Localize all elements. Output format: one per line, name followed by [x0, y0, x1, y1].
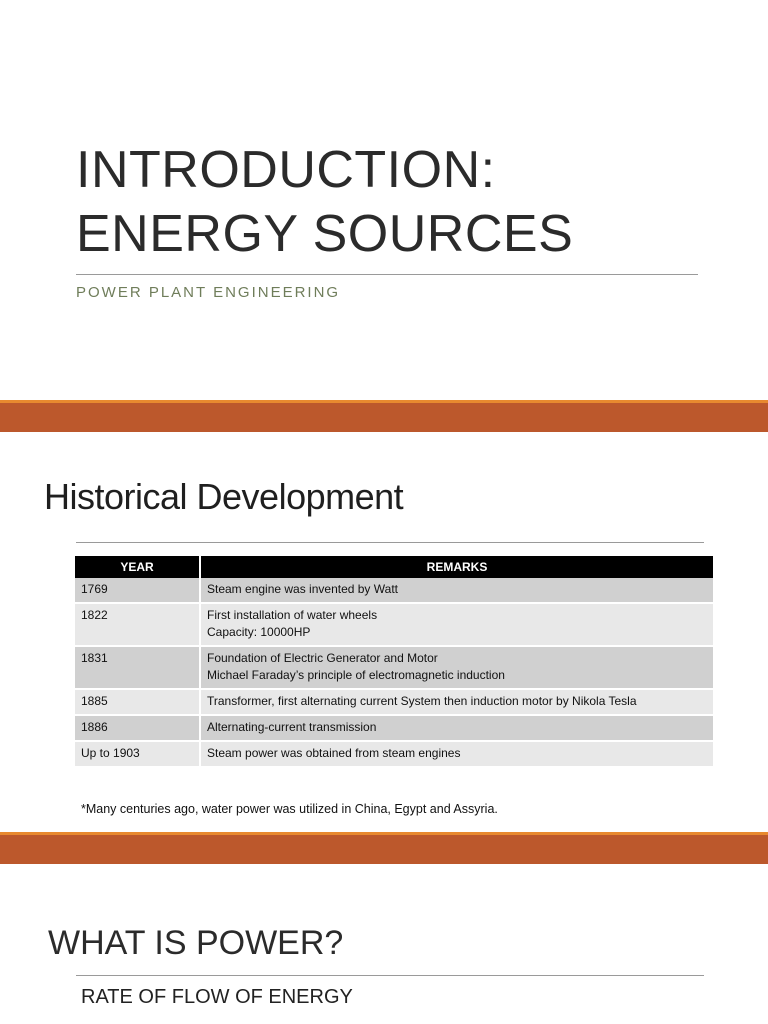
title-line-2: ENERGY SOURCES: [76, 205, 574, 263]
slide-heading: WHAT IS POWER?: [48, 924, 344, 962]
slide-title: [0, 0, 768, 400]
year-cell: 1822: [75, 603, 200, 646]
remarks-cell: [200, 578, 713, 603]
remarks-cell: [200, 741, 713, 767]
footnote: *Many centuries ago, water power was utilized in China, Egypt and Assyria.: [81, 802, 498, 816]
slide-historical-development: [0, 432, 768, 832]
table-header-row: [75, 556, 713, 578]
column-header-remarks: REMARKS: [200, 556, 713, 578]
year-cell: 1769: [75, 578, 200, 603]
remark-line: Capacity: 10000HP: [207, 625, 311, 639]
remarks-cell: [200, 689, 713, 715]
remark-line: Alternating-current transmission: [207, 720, 377, 734]
remark-line: Transformer, first alternating current System then induction motor by Nikola Tesla: [207, 694, 637, 708]
remark-line: Foundation of Electric Generator and Motor: [207, 651, 438, 665]
remark-line: Steam engine was invented by Watt: [207, 582, 398, 596]
remark-line: Steam power was obtained from steam engines: [207, 746, 461, 760]
year-cell: Up to 1903: [75, 741, 200, 767]
year-cell: 1886: [75, 715, 200, 741]
table-row: [75, 715, 713, 741]
table-row: [75, 646, 713, 689]
history-table: [75, 556, 713, 768]
remark-line: Michael Faraday’s principle of electromagnetic induction: [207, 668, 505, 682]
table-row: [75, 578, 713, 603]
remarks-cell: [200, 715, 713, 741]
band-highlight: [0, 400, 768, 403]
slide-subtitle: POWER PLANT ENGINEERING: [76, 284, 341, 301]
table-row: [75, 603, 713, 646]
table-row: [75, 741, 713, 767]
band-highlight: [0, 832, 768, 835]
slide-what-is-power: [0, 864, 768, 1024]
table-row: [75, 689, 713, 715]
heading-divider: [76, 975, 704, 976]
slide-separator-band: [0, 400, 768, 432]
column-header-year: YEAR: [75, 556, 200, 578]
slide-subtitle: RATE OF FLOW OF ENERGY: [81, 986, 353, 1008]
year-cell: 1831: [75, 646, 200, 689]
title-divider: [76, 274, 698, 275]
year-cell: 1885: [75, 689, 200, 715]
slide-heading: Historical Development: [44, 476, 404, 517]
title-line-1: INTRODUCTION:: [76, 141, 496, 199]
heading-divider: [76, 542, 704, 543]
remarks-cell: [200, 603, 713, 646]
slide-title-heading: [76, 138, 573, 266]
remarks-cell: [200, 646, 713, 689]
slide-separator-band: [0, 832, 768, 864]
remark-line: First installation of water wheels: [207, 608, 378, 622]
